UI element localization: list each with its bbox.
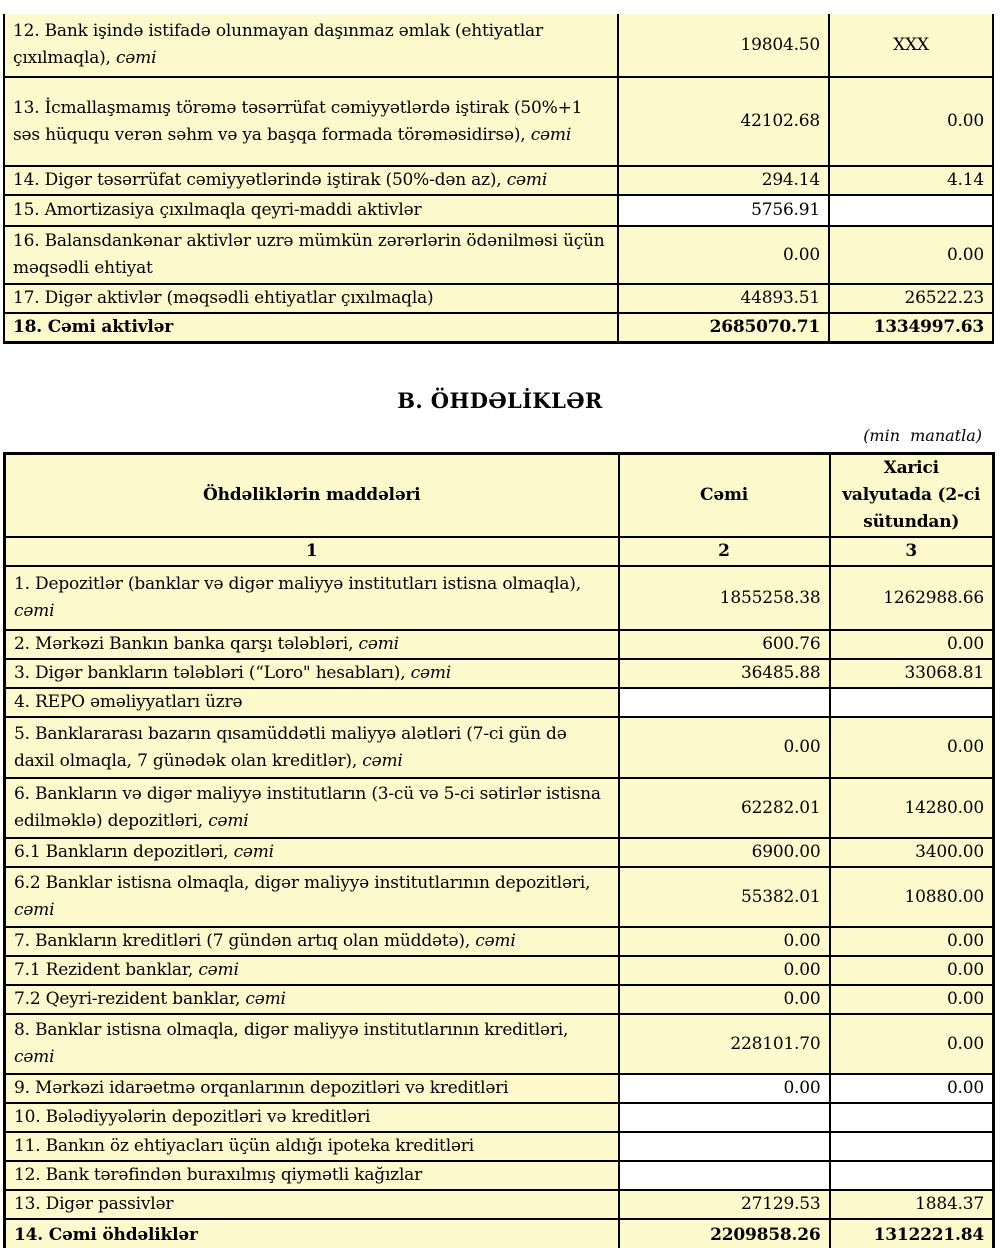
row-label-text: 7.2 Qeyri-rezident banklar, — [14, 989, 241, 1009]
total-value-cell: 600.76 — [619, 630, 830, 659]
row-label-text: 8. Banklar istisna olmaqla, digər maliyyə institutlarının kreditləri, — [14, 1020, 569, 1040]
foreign-currency-value-cell: 0.00 — [830, 1014, 994, 1074]
table-row — [4, 313, 993, 343]
table-row — [5, 927, 994, 956]
foreign-currency-value-cell: 4.14 — [829, 166, 993, 195]
row-label-cell — [4, 313, 618, 343]
row-label-cell — [5, 1014, 619, 1074]
total-value-cell — [619, 1103, 830, 1132]
row-label-cell — [5, 659, 619, 688]
foreign-currency-value-cell — [830, 688, 994, 717]
row-label-cell — [4, 284, 618, 313]
total-value-cell: 2209858.26 — [619, 1219, 830, 1248]
foreign-currency-value-cell: XXX — [829, 14, 993, 77]
table-row — [5, 717, 994, 778]
row-label-cell — [4, 14, 618, 77]
total-value-cell: 44893.51 — [618, 284, 829, 313]
foreign-currency-value-cell — [830, 1161, 994, 1190]
row-label-cell — [5, 1161, 619, 1190]
row-label-cell — [5, 566, 619, 630]
table-row — [5, 985, 994, 1014]
row-label-text: 13. Digər passivlər — [14, 1194, 174, 1214]
total-value-cell: 228101.70 — [619, 1014, 830, 1074]
row-label-cell — [4, 226, 618, 284]
total-value-cell: 6900.00 — [619, 838, 830, 867]
liabilities-table — [3, 452, 995, 1248]
total-value-cell: 42102.68 — [618, 77, 829, 166]
row-label-text: 18. Cəmi aktivlər — [13, 317, 174, 337]
table-row — [5, 630, 994, 659]
table-row — [5, 838, 994, 867]
row-label-cell — [5, 1103, 619, 1132]
total-value-cell: 62282.01 — [619, 778, 830, 838]
row-label-text: 11. Bankın öz ehtiyacları üçün aldığı ipoteka kreditləri — [14, 1136, 474, 1156]
foreign-currency-value-cell: 10880.00 — [830, 867, 994, 927]
row-label-text: 3. Digər bankların tələbləri (“Loro" hesabları), — [14, 663, 406, 683]
table-row — [4, 14, 993, 77]
row-label-text: 6.1 Bankların depozitləri, — [14, 842, 229, 862]
total-value-cell: 55382.01 — [619, 867, 830, 927]
total-value-cell: 0.00 — [619, 1074, 830, 1103]
row-label-italic-suffix: cəmi — [14, 601, 55, 621]
table-row — [4, 284, 993, 313]
table-row — [5, 1190, 994, 1219]
total-value-cell: 0.00 — [618, 226, 829, 284]
total-value-cell — [619, 1161, 830, 1190]
row-label-cell — [5, 985, 619, 1014]
row-label-text: 9. Mərkəzi idarəetmə orqanlarının depozitləri və kreditləri — [14, 1078, 509, 1098]
foreign-currency-value-cell — [829, 195, 993, 226]
row-label-text: 14. Digər təsərrüfat cəmiyyətlərində iştirak (50%-dən az), — [13, 170, 502, 190]
row-label-text: 6. Bankların və digər maliyyə institutların (3-cü və 5-ci sətirlər istisna edilməklə) depozitləri, — [14, 784, 601, 831]
column-numbering-row — [5, 537, 994, 566]
row-label-cell — [5, 867, 619, 927]
table-row — [4, 226, 993, 284]
foreign-currency-value-cell: 0.00 — [830, 717, 994, 778]
row-label-italic-suffix: cəmi — [14, 1047, 55, 1067]
row-label-text: 12. Bank işində istifadə olunmayan daşınmaz əmlak (ehtiyatlar çıxılmaqla), — [13, 21, 543, 68]
row-label-cell — [5, 717, 619, 778]
row-label-italic-suffix: cəmi — [233, 842, 274, 862]
row-label-cell — [5, 1132, 619, 1161]
section-heading: B. ÖHDƏLİKLƏR — [397, 388, 603, 413]
unit-note: (min manatla) — [863, 426, 982, 445]
column-number: 2 — [619, 537, 830, 566]
foreign-currency-value-cell: 0.00 — [830, 956, 994, 985]
foreign-currency-value-cell: 33068.81 — [830, 659, 994, 688]
foreign-currency-value-cell: 0.00 — [829, 226, 993, 284]
row-label-italic-suffix: cəmi — [14, 900, 55, 920]
row-label-cell — [4, 77, 618, 166]
row-label-cell — [5, 927, 619, 956]
header-items-column: Öhdəliklərin maddələri — [5, 454, 619, 538]
row-label-text: 12. Bank tərəfindən buraxılmış qiymətli kağızlar — [14, 1165, 423, 1185]
header-total-column: Cəmi — [619, 454, 830, 538]
row-label-text: 5. Banklararası bazarın qısamüddətli maliyyə alətləri (7-ci gün də daxil olmaqla, 7 günədək olan kreditlər), — [14, 723, 567, 771]
foreign-currency-value-cell: 26522.23 — [829, 284, 993, 313]
table-row — [5, 1161, 994, 1190]
header-row — [5, 454, 994, 538]
table-row — [5, 566, 994, 630]
table-row — [5, 778, 994, 838]
row-label-italic-suffix: cəmi — [362, 750, 403, 771]
table-row — [5, 1103, 994, 1132]
foreign-currency-value-cell: 3400.00 — [830, 838, 994, 867]
header-foreign-currency-column: Xarici valyutada (2-ci sütundan) — [830, 454, 994, 538]
total-value-cell: 27129.53 — [619, 1190, 830, 1219]
row-label-text: 16. Balansdankənar aktivlər uzrə mümkün zərərlərin ödənilməsi üçün məqsədli ehtiyat — [13, 231, 605, 278]
row-label-italic-suffix: cəmi — [358, 634, 399, 654]
table-row — [5, 688, 994, 717]
total-value-cell — [619, 1132, 830, 1161]
foreign-currency-value-cell — [830, 1132, 994, 1161]
row-label-text: 13. İcmallaşmamış törəmə təsərrüfat cəmiyyətlərdə iştirak (50%+1 səs hüququ verən səhm və ya başqa formada törəməsidirsə), — [13, 97, 583, 145]
row-label-cell — [5, 1074, 619, 1103]
row-label-text: 7.1 Rezident banklar, — [14, 960, 194, 980]
table-row — [5, 659, 994, 688]
foreign-currency-value-cell — [830, 1103, 994, 1132]
total-value-cell: 2685070.71 — [618, 313, 829, 343]
total-value-cell — [619, 688, 830, 717]
row-label-cell — [4, 166, 618, 195]
row-label-cell — [5, 1219, 619, 1248]
row-label-cell — [5, 630, 619, 659]
table-row — [5, 1219, 994, 1248]
row-label-text: 14. Cəmi öhdəliklər — [14, 1224, 198, 1245]
table-row — [5, 1132, 994, 1161]
total-value-cell: 0.00 — [619, 717, 830, 778]
foreign-currency-value-cell: 0.00 — [830, 630, 994, 659]
total-value-cell: 0.00 — [619, 956, 830, 985]
row-label-italic-suffix: cəmi — [530, 124, 572, 145]
foreign-currency-value-cell: 0.00 — [830, 1074, 994, 1103]
foreign-currency-value-cell: 0.00 — [829, 77, 993, 166]
row-label-italic-suffix: cəmi — [208, 811, 249, 831]
table-row — [4, 195, 993, 226]
foreign-currency-value-cell: 1334997.63 — [829, 313, 993, 343]
row-label-text: 7. Bankların kreditləri (7 gündən artıq olan müddətə), — [14, 931, 471, 951]
foreign-currency-value-cell: 14280.00 — [830, 778, 994, 838]
foreign-currency-value-cell: 1262988.66 — [830, 566, 994, 630]
row-label-text: 4. REPO əməliyyatları üzrə — [14, 692, 243, 712]
total-value-cell: 19804.50 — [618, 14, 829, 77]
table-row — [4, 77, 993, 166]
row-label-text: 17. Digər aktivlər (məqsədli ehtiyatlar çıxılmaqla) — [13, 288, 434, 308]
foreign-currency-value-cell: 0.00 — [830, 927, 994, 956]
table-row — [4, 166, 993, 195]
row-label-text: 15. Amortizasiya çıxılmaqla qeyri-maddi aktivlər — [13, 200, 422, 220]
foreign-currency-value-cell: 1884.37 — [830, 1190, 994, 1219]
column-number: 1 — [5, 537, 619, 566]
foreign-currency-value-cell: 1312221.84 — [830, 1219, 994, 1248]
row-label-italic-suffix: cəmi — [506, 170, 548, 190]
row-label-text: 2. Mərkəzi Bankın banka qarşı tələbləri, — [14, 634, 354, 654]
table-row — [5, 1014, 994, 1074]
row-label-cell — [5, 688, 619, 717]
row-label-cell — [5, 838, 619, 867]
row-label-cell — [5, 1190, 619, 1219]
row-label-italic-suffix: cəmi — [198, 960, 239, 980]
row-label-italic-suffix: cəmi — [115, 48, 157, 68]
table-row — [5, 956, 994, 985]
foreign-currency-value-cell: 0.00 — [830, 985, 994, 1014]
row-label-cell — [5, 956, 619, 985]
total-value-cell: 36485.88 — [619, 659, 830, 688]
row-label-cell — [5, 778, 619, 838]
total-value-cell: 0.00 — [619, 985, 830, 1014]
row-label-text: 1. Depozitlər (banklar və digər maliyyə institutları istisna olmaqla), — [14, 574, 581, 594]
total-value-cell: 0.00 — [619, 927, 830, 956]
row-label-italic-suffix: cəmi — [245, 989, 286, 1009]
row-label-cell — [4, 195, 618, 226]
row-label-text: 10. Bələdiyyələrin depozitləri və kreditləri — [14, 1107, 371, 1127]
table-row — [5, 1074, 994, 1103]
row-label-italic-suffix: cəmi — [410, 663, 451, 683]
column-number: 3 — [830, 537, 994, 566]
row-label-italic-suffix: cəmi — [475, 931, 516, 951]
assets-table — [3, 14, 994, 344]
table-row — [5, 867, 994, 927]
total-value-cell: 294.14 — [618, 166, 829, 195]
total-value-cell: 5756.91 — [618, 195, 829, 226]
total-value-cell: 1855258.38 — [619, 566, 830, 630]
row-label-text: 6.2 Banklar istisna olmaqla, digər maliyyə institutlarının depozitləri, — [14, 873, 591, 893]
